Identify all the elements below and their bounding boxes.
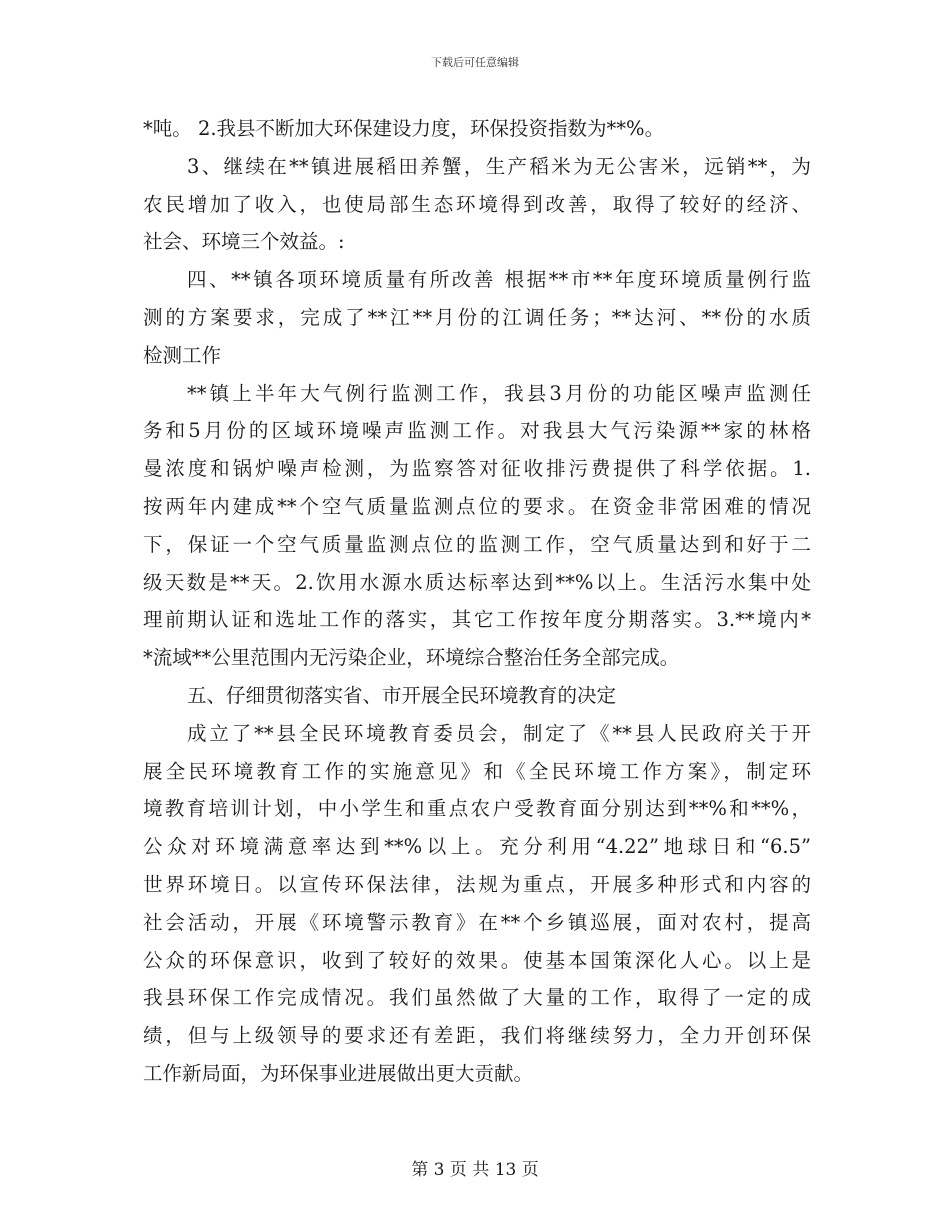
text-line: 测的方案要求，完成了**江**月份的江调任务；**达河、**份的水质 bbox=[143, 305, 811, 329]
text-line: 世界环境日。以宣传环保法律，法规为重点，开展多种形式和内容的 bbox=[143, 872, 811, 896]
text-line: 检测工作 bbox=[143, 343, 222, 367]
text-line: 务和5月份的区域环境噪声监测工作。对我县大气污染源**家的林格 bbox=[143, 419, 811, 443]
text-line: 级天数是**天。2.饮用水源水质达标率达到**%以上。生活污水集中处 bbox=[143, 570, 811, 594]
text-line: 按两年内建成**个空气质量监测点位的要求。在资金非常困难的情况 bbox=[143, 494, 811, 518]
text-line: 绩，但与上级领导的要求还有差距，我们将继续努力，全力开创环保 bbox=[143, 1024, 811, 1048]
section-heading-5: 五、仔细贯彻落实省、市开展全民环境教育的决定 bbox=[187, 683, 617, 707]
text-line: 曼浓度和锅炉噪声检测，为监察答对征收排污费提供了科学依据。1. bbox=[143, 457, 811, 481]
text-line: 我县环保工作完成情况。我们虽然做了大量的工作，取得了一定的成 bbox=[143, 986, 811, 1010]
text-line: *流域**公里范围内无污染企业，环境综合整治任务全部完成。 bbox=[143, 646, 680, 670]
text-line: 展全民环境教育工作的实施意见》和《全民环境工作方案》，制定环 bbox=[143, 759, 811, 783]
paragraph-start: 3、继续在**镇进展稻田养蟹，生产稻米为无公害米，远销**，为 bbox=[187, 154, 811, 178]
page-number: 第 3 页 共 13 页 bbox=[411, 1160, 539, 1180]
text-line: 公众的环保意识，收到了较好的效果。使基本国策深化人心。以上是 bbox=[143, 948, 811, 972]
text-line: 下，保证一个空气质量监测点位的监测工作，空气质量达到和好于二 bbox=[143, 532, 811, 556]
paragraph-start: 成立了**县全民环境教育委员会，制定了《**县人民政府关于开 bbox=[187, 721, 811, 745]
document-body bbox=[143, 110, 811, 1093]
text-line: 工作新局面，为环保事业进展做出更大贡献。 bbox=[143, 1061, 534, 1085]
text-line: 社会、环境三个效益。: bbox=[143, 230, 345, 254]
text-line: *吨。 2.我县不断加大环保建设力度，环保投资指数为**%。 bbox=[143, 117, 665, 140]
text-line: 境教育培训计划，中小学生和重点农户受教育面分别达到**%和**%， bbox=[143, 797, 811, 821]
page-header: 下载后可任意编辑 bbox=[431, 56, 519, 69]
text-line: 社会活动，开展《环境警示教育》在**个乡镇巡展，面对农村，提高 bbox=[143, 910, 811, 934]
paragraph-start: **镇上半年大气例行监测工作，我县3月份的功能区噪声监测任 bbox=[187, 381, 811, 405]
text-line: 理前期认证和选址工作的落实，其它工作按年度分期落实。3.**境内* bbox=[143, 608, 811, 632]
section-heading-4: 四、**镇各项环境质量有所改善 根据**市**年度环境质量例行监 bbox=[187, 268, 811, 292]
text-line: 农民增加了收入，也使局部生态环境得到改善，取得了较好的经济、 bbox=[143, 192, 811, 216]
text-line: 公众对环境满意率达到**%以上。充分利用“4.22”地球日和“6.5” bbox=[143, 835, 811, 859]
